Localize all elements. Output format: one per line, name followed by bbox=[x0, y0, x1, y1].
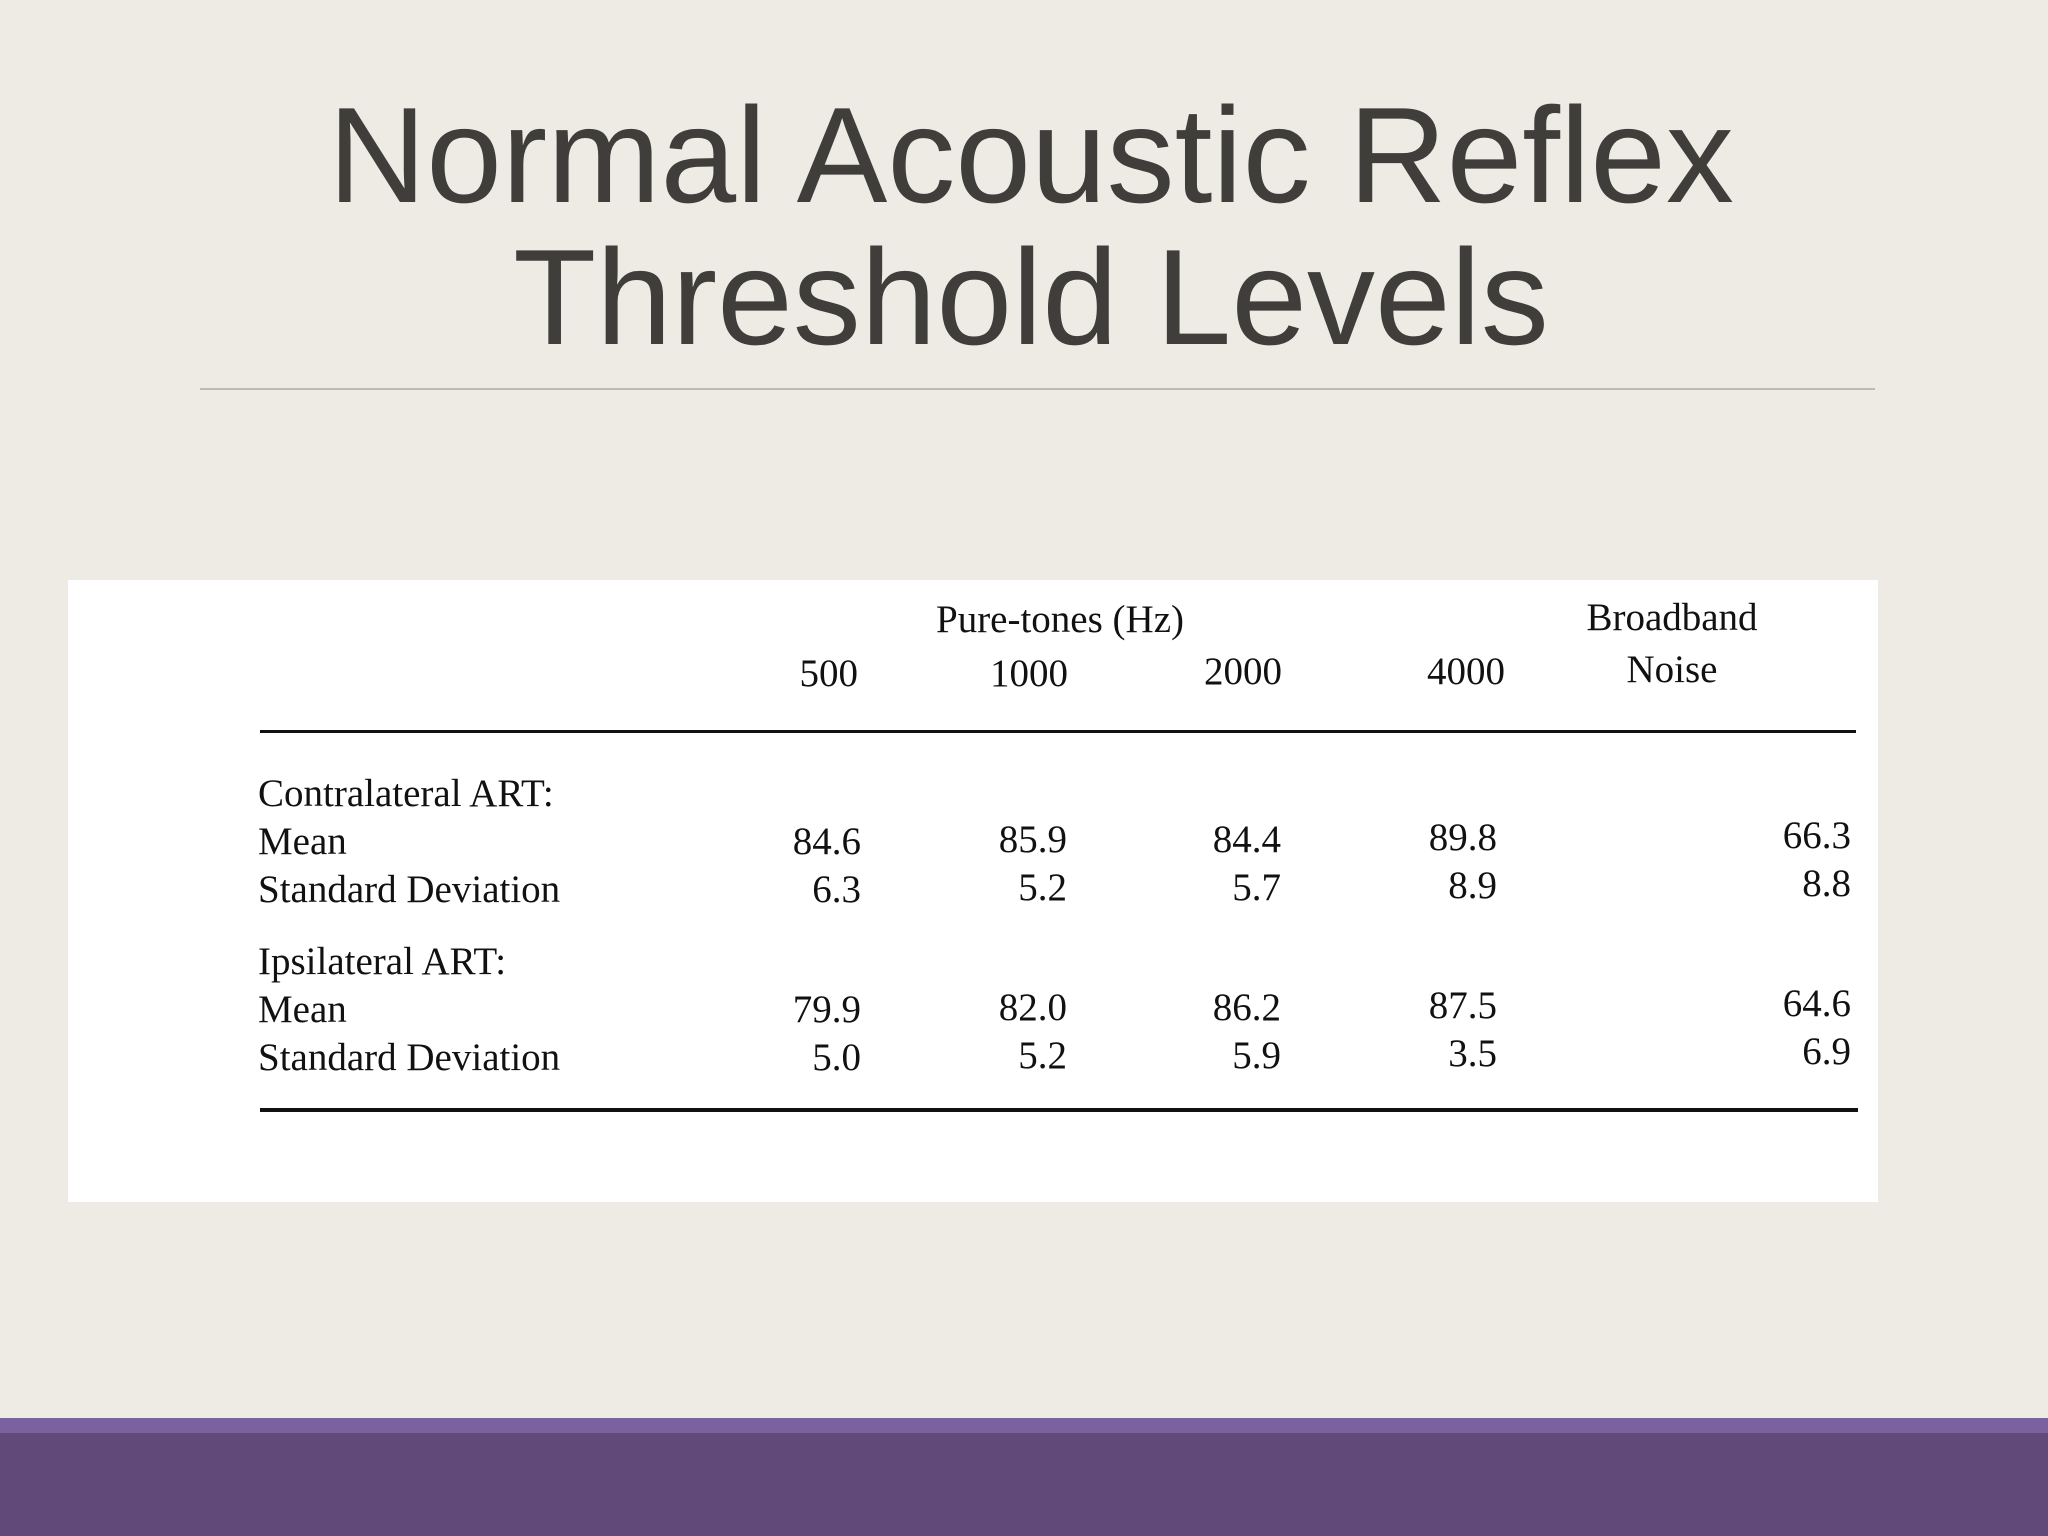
row-label: Standard Deviation bbox=[258, 1036, 561, 1079]
table-cell: 89.8 bbox=[1428, 816, 1497, 859]
column-header-500: 500 bbox=[799, 652, 858, 695]
row-label: Standard Deviation bbox=[258, 868, 561, 911]
broadband-header-line-2: Noise bbox=[1626, 648, 1718, 691]
table-cell: 8.9 bbox=[1448, 864, 1497, 907]
slide-title bbox=[0, 79, 2048, 373]
table-cell: 79.9 bbox=[792, 988, 861, 1031]
table-cell: 86.2 bbox=[1212, 986, 1281, 1029]
table-cell: 85.9 bbox=[998, 818, 1067, 861]
bottom-rule bbox=[260, 1108, 1858, 1112]
table-cell: 3.5 bbox=[1448, 1032, 1497, 1075]
broadband-header-line-1: Broadband bbox=[1586, 596, 1758, 639]
table-cell: 87.5 bbox=[1428, 984, 1497, 1027]
section-label-contralateral: Contralateral ART: bbox=[258, 772, 554, 815]
title-divider bbox=[200, 388, 1875, 390]
slide-title-line-1: Normal Acoustic Reflex bbox=[328, 79, 1734, 231]
footer-band bbox=[0, 1418, 2048, 1536]
table-cell: 66.3 bbox=[1782, 814, 1851, 857]
table-cell: 5.7 bbox=[1232, 866, 1281, 909]
slide-title-line-2: Threshold Levels bbox=[513, 221, 1549, 373]
table-cell: 5.9 bbox=[1232, 1034, 1281, 1077]
table-cell: 5.2 bbox=[1018, 866, 1067, 909]
table-cell: 82.0 bbox=[998, 986, 1067, 1029]
table-cell: 8.8 bbox=[1802, 862, 1851, 905]
section-label-ipsilateral: Ipsilateral ART: bbox=[258, 940, 507, 983]
footer-stripe bbox=[0, 1418, 2048, 1433]
column-header-2000: 2000 bbox=[1204, 650, 1282, 693]
table-cell: 5.2 bbox=[1018, 1034, 1067, 1077]
column-header-1000: 1000 bbox=[990, 652, 1068, 695]
table-cell: 84.4 bbox=[1212, 818, 1281, 861]
reflex-threshold-table bbox=[68, 580, 1878, 1202]
header-rule bbox=[260, 730, 1856, 733]
table-cell: 6.9 bbox=[1802, 1030, 1851, 1073]
table-cell: 5.0 bbox=[812, 1036, 861, 1079]
table-cell: 6.3 bbox=[812, 868, 861, 911]
row-label: Mean bbox=[258, 820, 347, 863]
pure-tones-header: Pure-tones (Hz) bbox=[936, 598, 1184, 641]
table-cell: 64.6 bbox=[1782, 982, 1851, 1025]
row-label: Mean bbox=[258, 988, 347, 1031]
column-header-4000: 4000 bbox=[1427, 650, 1505, 693]
table-cell: 84.6 bbox=[792, 820, 861, 863]
